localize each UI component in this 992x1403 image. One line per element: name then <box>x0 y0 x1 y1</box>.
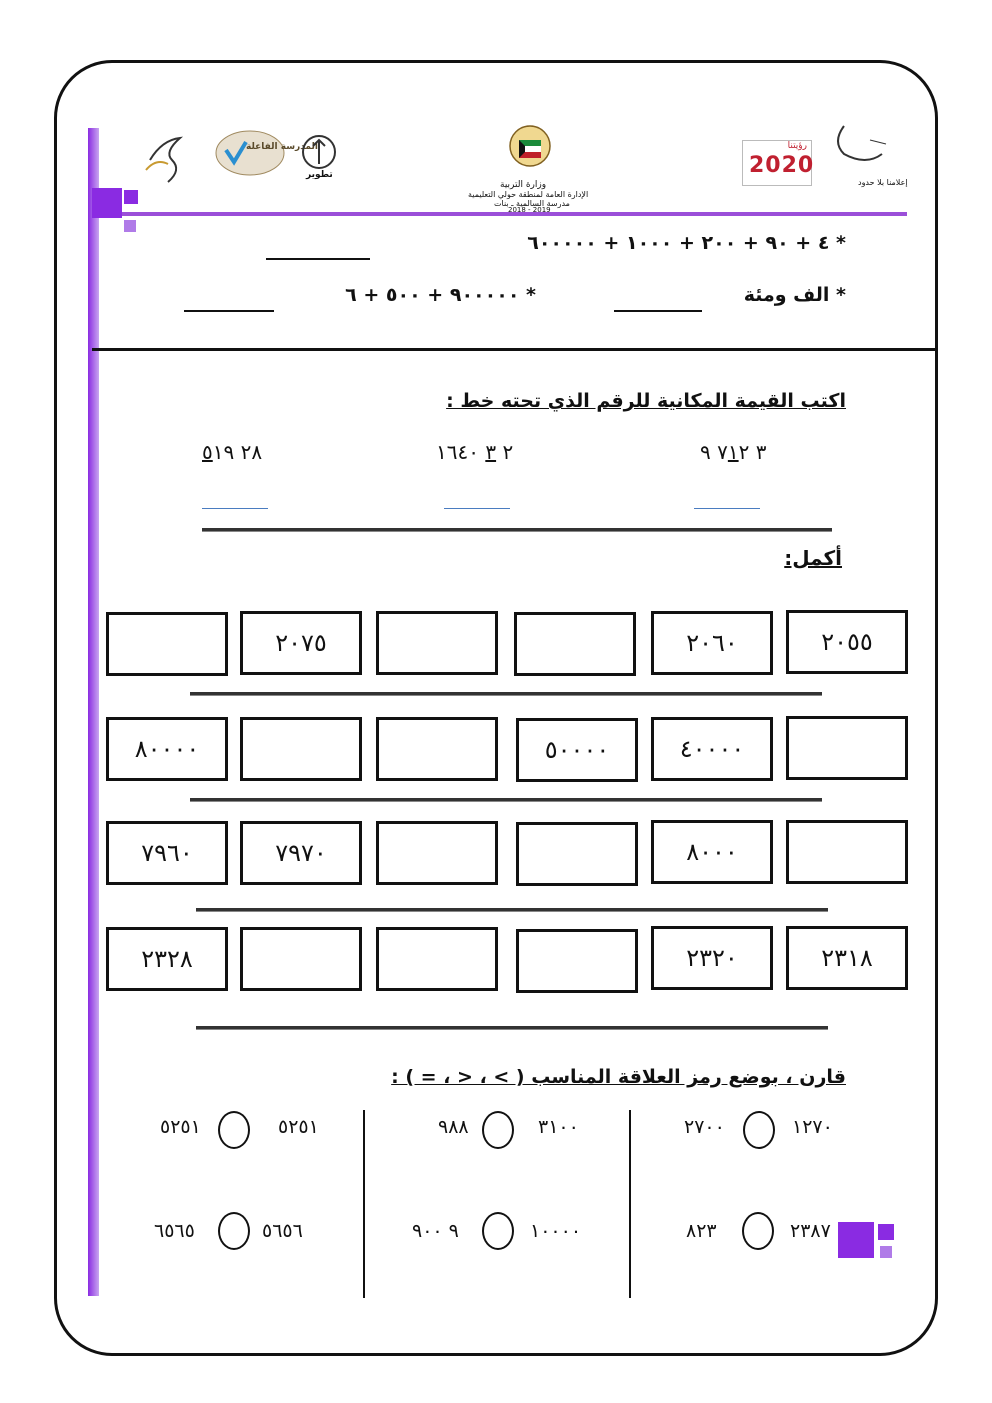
compare-number-left: ٨٢٣ <box>686 1220 717 1242</box>
place-value-answer-line <box>202 508 268 509</box>
place-value-number: ٢٨ ٥١٩ <box>202 440 263 464</box>
sequence-box: ٢٠٥٥ <box>786 610 908 674</box>
smart-school-label: المدرسة الفاعلة <box>246 142 318 152</box>
school-name: مدرسة السالمية ـ بنات <box>494 199 570 208</box>
answer-line <box>184 310 274 312</box>
sequence-box <box>786 716 908 780</box>
sequence-box <box>240 717 362 781</box>
development-label: تطوير <box>306 170 333 180</box>
section-divider <box>92 348 938 351</box>
compare-number-right: ٥٢٥١ <box>278 1116 319 1138</box>
compare-circle[interactable] <box>218 1212 250 1250</box>
decor-square-large <box>838 1222 874 1258</box>
compare-number-left: ٩٨٨ <box>438 1116 469 1138</box>
sequence-box <box>376 611 498 675</box>
decor-square-large <box>92 188 122 218</box>
sequence-box: ٢٠٧٥ <box>240 611 362 675</box>
swirl-logo <box>142 130 192 188</box>
compare-number-left: ٢٧٠٠ <box>684 1116 725 1138</box>
sequence-box <box>376 717 498 781</box>
district-name: الإدارة العامة لمنطقة حولي التعليمية <box>468 190 589 199</box>
vision-label: رؤيتنا <box>787 141 807 151</box>
sequence-box: ٥٠٠٠٠ <box>516 718 638 782</box>
ministry-name: وزارة التربية <box>500 180 547 190</box>
page-frame <box>54 60 938 1356</box>
media-slogan: إعلامنا بلا حدود <box>858 178 908 187</box>
decor-square-small <box>878 1224 894 1240</box>
column-separator <box>363 1110 365 1298</box>
sequence-box <box>376 821 498 885</box>
sequence-box: ٢٣١٨ <box>786 926 908 990</box>
sequence-box: ٢٣٢٠ <box>651 926 773 990</box>
sequence-box: ٢٠٦٠ <box>651 611 773 675</box>
divider-rule <box>196 908 828 912</box>
vision-2020-logo <box>742 140 815 186</box>
sequence-box <box>106 612 228 676</box>
words-number-prompt: * الف ومئة <box>743 284 846 306</box>
compare-number-right: ٢٣٨٧ <box>790 1220 831 1242</box>
sequence-box: ٨٠٠٠ <box>651 820 773 884</box>
sequence-box: ٢٣٢٨ <box>106 927 228 991</box>
divider-rule <box>190 798 822 802</box>
expanded-form-expression: * ٤ + ٩٠ + ٢٠٠ + ١٠٠٠ + ٦٠٠٠٠٠ <box>527 232 846 254</box>
place-value-number: ٢ ٣ ١٦٤٠ <box>436 440 514 464</box>
sequence-box <box>516 822 638 886</box>
smart-school-logo <box>214 128 318 178</box>
compare-title: قارن ، بوضع رمز العلاقة المناسب ( > ، < ، = ) : <box>391 1066 846 1088</box>
divider-rule <box>202 528 832 532</box>
sequence-box: ٤٠٠٠٠ <box>651 717 773 781</box>
sequence-box <box>514 612 636 676</box>
decor-square-small <box>124 220 136 232</box>
answer-line <box>614 310 702 312</box>
compare-number-left: ٩ ٩٠٠ <box>412 1220 459 1242</box>
place-value-title: اكتب القيمة المكانية للرقم الذي تحته خط : <box>446 390 846 412</box>
place-value-number: ٣ ٧١٢ ٩ <box>700 440 767 464</box>
sequence-box <box>376 927 498 991</box>
school-year: 2018 - 2019 <box>508 206 551 214</box>
sequence-box: ٧٩٧٠ <box>240 821 362 885</box>
compare-number-right: ١٢٧٠ <box>792 1116 833 1138</box>
decor-square-small <box>124 190 138 204</box>
purple-vertical-bar <box>88 128 99 1296</box>
decor-square-small <box>880 1246 892 1258</box>
sequence-box <box>786 820 908 884</box>
media-logo <box>826 120 896 180</box>
compare-number-left: ٦٥٦٥ <box>154 1220 195 1242</box>
column-separator <box>629 1110 631 1298</box>
vision-year: 2020 <box>749 153 815 178</box>
compare-circle[interactable] <box>742 1212 774 1250</box>
kuwait-emblem-icon <box>508 124 552 176</box>
answer-line <box>266 258 370 260</box>
complete-title: أكمل: <box>784 546 842 570</box>
expanded-form-expression: * ٩٠٠٠٠٠ + ٥٠٠ + ٦ <box>345 284 536 306</box>
compare-number-right: ١٠٠٠٠ <box>530 1220 582 1242</box>
sequence-box: ٨٠٠٠٠ <box>106 717 228 781</box>
divider-rule <box>190 692 822 696</box>
sequence-box: ٧٩٦٠ <box>106 821 228 885</box>
compare-circle[interactable] <box>482 1111 514 1149</box>
compare-circle[interactable] <box>743 1111 775 1149</box>
compare-number-right: ٥٦٥٦ <box>262 1220 303 1242</box>
place-value-answer-line <box>694 508 760 509</box>
compare-number-right: ٣١٠٠ <box>538 1116 579 1138</box>
purple-header-line <box>99 212 907 216</box>
compare-circle[interactable] <box>482 1212 514 1250</box>
sequence-box <box>240 927 362 991</box>
development-logo <box>300 134 338 184</box>
compare-circle[interactable] <box>218 1111 250 1149</box>
divider-rule <box>196 1026 828 1030</box>
place-value-answer-line <box>444 508 510 509</box>
compare-number-left: ٥٢٥١ <box>160 1116 201 1138</box>
sequence-box <box>516 929 638 993</box>
